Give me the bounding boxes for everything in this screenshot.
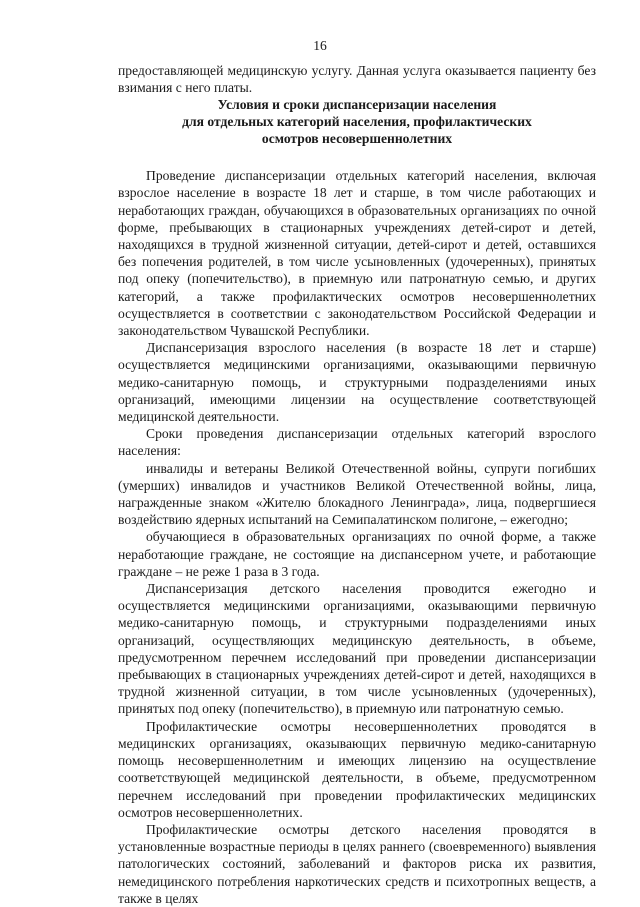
spacer	[118, 147, 596, 167]
heading-line: осмотров несовершеннолетних	[261, 130, 453, 146]
intro-paragraph: предоставляющей медицинскую услугу. Данная услуга оказывается пациенту без взимания с него платы.	[118, 63, 596, 96]
heading-line: для отдельных категорий населения, профилактических	[182, 114, 532, 129]
body-paragraph: Профилактические осмотры несовершеннолетних проводятся в медицинских организациях, оказывающих первичную медико-санитарную помощь несовершеннолетним и имеющих лицензию на осуществление соответствующей медицинской деятельности, в объеме, предусмотренном перечнем исследований при проведении профилактических медицинских осмотров несовершеннолетних.	[118, 718, 596, 820]
body-paragraph: Диспансеризация детского населения проводится ежегодно и осуществляется медицинскими организациями, оказывающими первичную медико-санитарную помощь, и структурными подразделениями иных организаций, осуществляющих медицинскую деятельность, в объеме, предусмотренном перечнем исследований при проведении диспансеризации пребывающих в стационарных учреждениях детей-сирот и детей, находящихся в трудной жизненной ситуации, в том числе усыновленных (удочеренных), принятых под опеку (попечительство), в приемную или патронатную семью.	[118, 581, 596, 717]
body-paragraph: Профилактические осмотры детского населения проводятся в установленные возрастные периоды в целях раннего (своевременного) выявления патологических состояний, заболеваний и факторов риска их развития, немедицинского потребления наркотических средств и психотропных веществ, а также в целях	[118, 821, 596, 906]
section-heading	[118, 97, 596, 147]
body-paragraph: Диспансеризация взрослого населения (в возрасте 18 лет и старше) осуществляется медицинскими организациями, оказывающими первичную медико-санитарную помощь, и структурными подразделениями иных организаций, имеющими лицензии на осуществление соответствующей медицинской деятельности.	[118, 340, 596, 425]
body-paragraph: Проведение диспансеризации отдельных категорий населения, включая взрослое население в возрасте 18 лет и старше, в том числе работающих и неработающих граждан, обучающихся в образовательных организациях по очной форме, пребывающих в стационарных учреждениях детей-сирот и детей, находящихся в трудной жизненной ситуации, детей-сирот и детей, оставшихся без попечения родителей, в том числе усыновленных (удочеренных), принятых под опеку (попечительство), в приемную или патронатную семью, и других категорий, а также профилактических осмотров несовершеннолетних осуществляется в соответствии с законодательством Российской Федерации и законодательством Чувашской Республики.	[118, 168, 596, 339]
page-content	[118, 62, 596, 907]
heading-line: Условия и сроки диспансеризации населения	[217, 97, 497, 113]
list-item: обучающиеся в образовательных организациях по очной форме, а также неработающие граждане, не состоящие на диспансерном учете, и работающие граждане – не реже 1 раза в 3 года.	[118, 529, 596, 579]
body-paragraph: Сроки проведения диспансеризации отдельных категорий взрослого населения:	[118, 426, 596, 459]
list-item: инвалиды и ветераны Великой Отечественной войны, супруги погибших (умерших) инвалидов и участников Великой Отечественной войны, лица, награжденные знаком «Жителю блокадного Ленинграда», лица, подвергшиеся воздействию ядерных испытаний на Семипалатинском полигоне, – ежегодно;	[118, 460, 596, 528]
page-number: 16	[313, 38, 327, 53]
